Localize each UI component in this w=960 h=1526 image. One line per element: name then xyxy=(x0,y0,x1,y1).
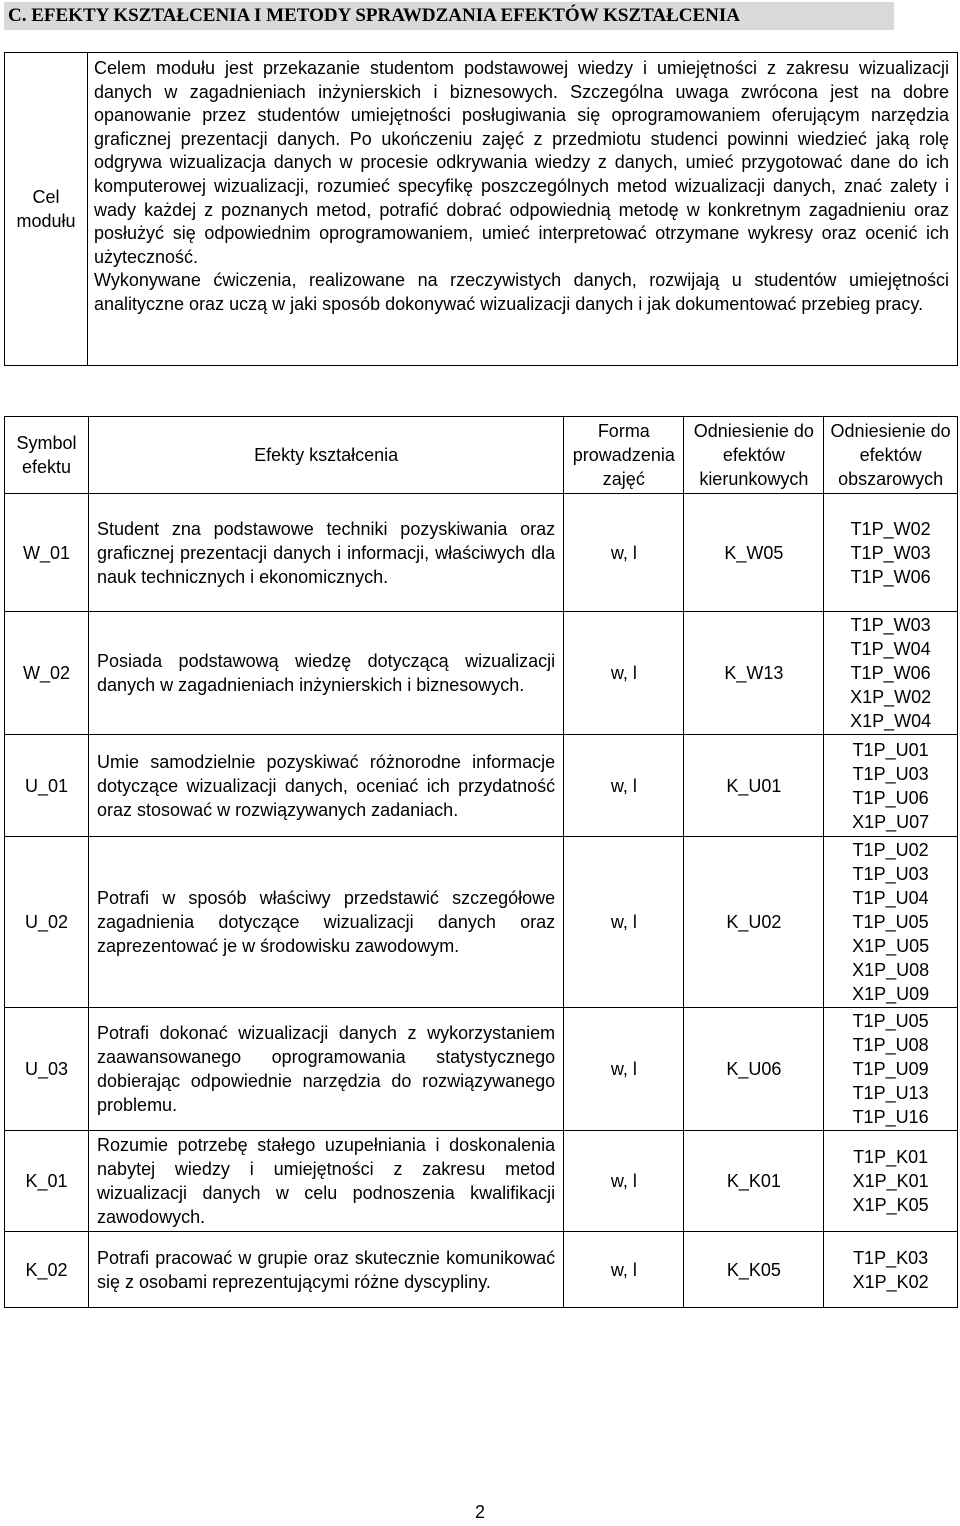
header-symbol: Symbol efektu xyxy=(5,417,89,494)
area-code: T1P_U09 xyxy=(852,1059,929,1079)
table-row xyxy=(5,612,958,735)
area-code: T1P_U13 xyxy=(852,1083,929,1103)
cell-direction: K_K05 xyxy=(684,1232,824,1308)
cell-symbol: K_02 xyxy=(5,1232,89,1308)
header-effect: Efekty kształcenia xyxy=(89,417,564,494)
table-header-row xyxy=(5,417,958,494)
cell-direction: K_W05 xyxy=(684,494,824,612)
area-code: X1P_K02 xyxy=(852,1271,929,1292)
area-code: X1P_W02 xyxy=(850,687,932,707)
page-number: 2 xyxy=(474,1502,485,1522)
cell-symbol: U_01 xyxy=(5,735,89,837)
cell-effect: Posiada podstawową wiedzę dotyczącą wizualizacji danych w zagadnieniach inżynierskich i biznesowych. xyxy=(89,612,564,735)
cell-form: w, l xyxy=(564,735,684,837)
header-form: Forma prowadzenia zajęć xyxy=(564,417,684,494)
cell-form: w, l xyxy=(564,1131,684,1232)
cell-area xyxy=(824,494,958,612)
cell-area xyxy=(824,735,958,837)
area-code: T1P_K01 xyxy=(853,1147,929,1167)
cell-effect: Potrafi w sposób właściwy przedstawić szczegółowe zagadnienia dotyczące wizualizacji danych oraz zaprezentować je w środowisku zawodowym. xyxy=(89,837,564,1008)
cell-area xyxy=(824,837,958,1008)
cell-effect: Rozumie potrzebę stałego uzupełniania i doskonalenia nabytej wiedzy i umiejętności z zakresu metod wizualizacji danych w celu podnoszenia kwalifikacji zawodowych. xyxy=(89,1131,564,1232)
area-code: T1P_U05 xyxy=(852,912,929,932)
area-code: T1P_U04 xyxy=(852,888,929,908)
area-code: X1P_K01 xyxy=(852,1171,929,1191)
module-goal-table xyxy=(4,52,958,366)
header-area: Odniesienie do efektów obszarowych xyxy=(824,417,958,494)
area-code: T1P_W06 xyxy=(850,566,931,587)
module-goal-row xyxy=(5,53,958,366)
area-code: T1P_U16 xyxy=(852,1107,929,1127)
area-code: X1P_U08 xyxy=(852,960,930,980)
area-code: T1P_U02 xyxy=(852,840,929,860)
cell-form: w, l xyxy=(564,837,684,1008)
learning-outcomes-table xyxy=(4,416,958,1308)
table-body xyxy=(5,494,958,1308)
cell-area xyxy=(824,1131,958,1232)
area-code: T1P_U03 xyxy=(852,864,929,884)
area-code: X1P_W04 xyxy=(850,711,932,731)
area-code: T1P_W02 xyxy=(850,518,931,539)
cell-form: w, l xyxy=(564,612,684,735)
cell-symbol: W_02 xyxy=(5,612,89,735)
table-row xyxy=(5,1131,958,1232)
cell-area xyxy=(824,1008,958,1131)
cell-effect: Potrafi pracować w grupie oraz skutecznie komunikować się z osobami reprezentującymi różne dyscypliny. xyxy=(89,1232,564,1308)
table-row xyxy=(5,1232,958,1308)
area-code: T1P_U05 xyxy=(852,1011,929,1031)
module-goal-paragraph: Celem modułu jest przekazanie studentom podstawowej wiedzy i umiejętności z zakresu wizualizacji danych w zagadnieniach inżynierskich i biznesowych. Szczególna uwaga zwrócona jest na dobre opanowanie przez studentów umiejętności posługiwania się oprogramowaniem oferującym narzędzia graficznej prezentacji danych. Po ukończeniu zajęć z przedmiotu studenci powinni wiedzieć jaką rolę odgrywa wizualizacja danych w procesie odkrywania wiedzy z danych, umieć przygotować dane do ich komputerowej wizualizacji, rozumieć specyfikę poszczególnych metod wizualizacji danych, znać zalety i wady każdej z poznanych metod, potrafić dobrać odpowiednią metodę w konkretnym zagadnieniu oraz posłużyć się odpowiednim oprogramowaniem, umieć interpretować otrzymane wykresy oraz ocenić ich użyteczność. xyxy=(94,58,949,267)
cell-direction: K_K01 xyxy=(684,1131,824,1232)
cell-effect: Student zna podstawowe techniki pozyskiwania oraz graficznej prezentacji danych i informacji, właściwych dla nauk technicznych i ekonomicznych. xyxy=(89,494,564,612)
cell-area xyxy=(824,1232,958,1308)
cell-effect: Umie samodzielnie pozyskiwać różnorodne informacje dotyczące wizualizacji danych, oceniać ich przydatność oraz stosować w rozwiązywanych zadaniach. xyxy=(89,735,564,837)
table-row xyxy=(5,1008,958,1131)
area-code: T1P_W03 xyxy=(850,615,931,635)
area-code: X1P_U05 xyxy=(852,936,930,956)
cell-effect: Potrafi dokonać wizualizacji danych z wykorzystaniem zaawansowanego oprogramowania statystycznego dobierając odpowiednie narzędzia do rozwiązywanego problemu. xyxy=(89,1008,564,1131)
area-code: T1P_W06 xyxy=(850,663,931,683)
cell-symbol: K_01 xyxy=(5,1131,89,1232)
cell-form: w, l xyxy=(564,1232,684,1308)
table-row xyxy=(5,494,958,612)
cell-area xyxy=(824,612,958,735)
module-goal-label: Cel modułu xyxy=(5,53,88,366)
area-code: X1P_U07 xyxy=(852,811,930,832)
area-code: T1P_K03 xyxy=(853,1247,929,1268)
cell-symbol: U_02 xyxy=(5,837,89,1008)
module-goal-description xyxy=(88,53,958,366)
header-direction: Odniesienie do efektów kierunkowych xyxy=(684,417,824,494)
area-code: T1P_U08 xyxy=(852,1035,929,1055)
area-code: X1P_U09 xyxy=(852,984,930,1004)
area-code: T1P_W03 xyxy=(850,542,931,563)
area-code: T1P_W04 xyxy=(850,639,931,659)
area-code: T1P_U06 xyxy=(852,787,929,808)
section-title: C. EFEKTY KSZTAŁCENIA I METODY SPRAWDZANIA EFEKTÓW KSZTAŁCENIA xyxy=(4,2,894,30)
cell-direction: K_U02 xyxy=(684,837,824,1008)
table-row xyxy=(5,735,958,837)
table-row xyxy=(5,837,958,1008)
area-code: X1P_K05 xyxy=(852,1195,929,1215)
cell-form: w, l xyxy=(564,494,684,612)
area-code: T1P_U01 xyxy=(852,739,929,760)
cell-direction: K_U06 xyxy=(684,1008,824,1131)
cell-symbol: W_01 xyxy=(5,494,89,612)
cell-direction: K_W13 xyxy=(684,612,824,735)
cell-form: w, l xyxy=(564,1008,684,1131)
module-goal-paragraph: Wykonywane ćwiczenia, realizowane na rzeczywistych danych, rozwijają u studentów umiejętności analityczne oraz uczą w jaki sposób dokonywać wizualizacji danych i jak dokumentować przebieg pracy. xyxy=(94,270,949,314)
cell-symbol: U_03 xyxy=(5,1008,89,1131)
area-code: T1P_U03 xyxy=(852,763,929,784)
cell-direction: K_U01 xyxy=(684,735,824,837)
